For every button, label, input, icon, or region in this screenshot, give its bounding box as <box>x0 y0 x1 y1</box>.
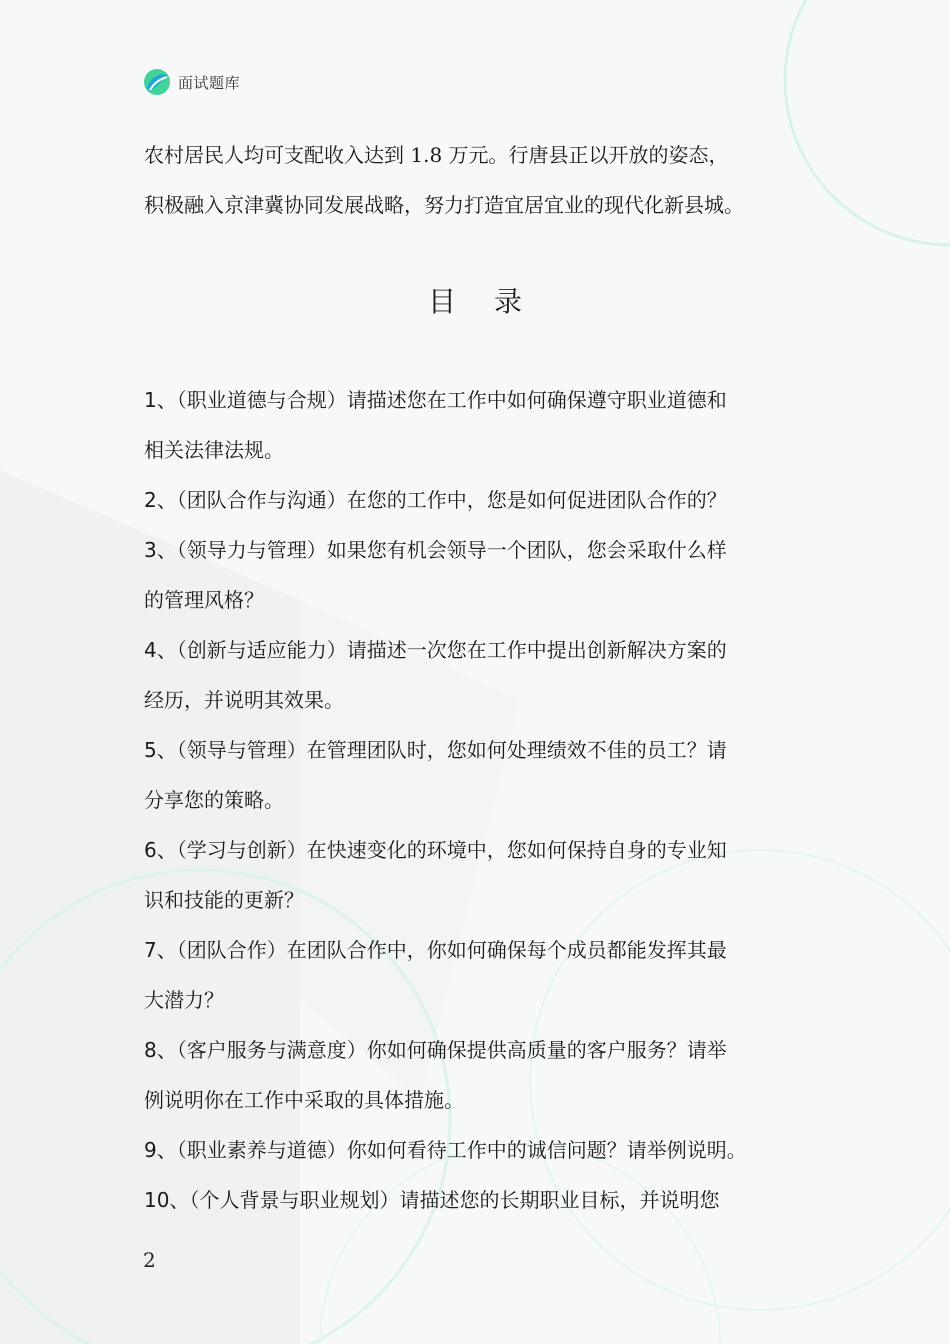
leaf-logo-icon <box>142 67 172 97</box>
page-number: 2 <box>143 1248 156 1272</box>
intro-line: 农村居民人均可支配收入达到 1.8 万元。行唐县正以开放的姿态， <box>144 143 729 167</box>
toc-item-line: 分享您的策略。 <box>144 788 284 812</box>
toc-item-9 <box>144 1125 824 1175</box>
toc-item-line: 6、（学习与创新）在快速变化的环境中，您如何保持自身的专业知 <box>144 838 727 862</box>
toc-item-line: 的管理风格？ <box>144 588 264 612</box>
toc-item-line: 例说明你在工作中采取的具体措施。 <box>144 1088 464 1112</box>
toc-item-1 <box>144 375 824 475</box>
toc-item-line: 10、（个人背景与职业规划）请描述您的长期职业目标，并说明您 <box>144 1188 720 1212</box>
toc-item-line: 2、（团队合作与沟通）在您的工作中，您是如何促进团队合作的？ <box>144 488 727 512</box>
toc-item-line: 7、（团队合作）在团队合作中，你如何确保每个成员都能发挥其最 <box>144 938 727 962</box>
toc-item-line: 识和技能的更新？ <box>144 888 304 912</box>
toc-item-line: 大潜力？ <box>144 988 224 1012</box>
toc-item-10 <box>144 1175 824 1225</box>
toc-item-2 <box>144 475 824 525</box>
toc-item-line: 1、（职业道德与合规）请描述您在工作中如何确保遵守职业道德和 <box>144 388 727 412</box>
intro-paragraph <box>144 130 824 230</box>
toc-item-line: 4、（创新与适应能力）请描述一次您在工作中提出创新解决方案的 <box>144 638 727 662</box>
toc-item-line: 相关法律法规。 <box>144 438 284 462</box>
toc-item-line: 3、（领导力与管理）如果您有机会领导一个团队，您会采取什么样 <box>144 538 727 562</box>
intro-line: 积极融入京津冀协同发展战略，努力打造宜居宜业的现代化新县城。 <box>144 193 744 217</box>
toc-item-5 <box>144 725 824 825</box>
toc-item-8 <box>144 1025 824 1125</box>
toc-item-line: 8、（客户服务与满意度）你如何确保提供高质量的客户服务？请举 <box>144 1038 727 1062</box>
page-header <box>142 66 240 98</box>
toc-item-line: 经历，并说明其效果。 <box>144 688 344 712</box>
toc-item-7 <box>144 925 824 1025</box>
toc-item-6 <box>144 825 824 925</box>
toc-heading: 目录 <box>427 285 560 318</box>
toc-list <box>144 375 824 1225</box>
toc-item-line: 5、（领导与管理）在管理团队时，您如何处理绩效不佳的员工？请 <box>144 738 727 762</box>
toc-item-line: 9、（职业素养与道德）你如何看待工作中的诚信问题？请举例说明。 <box>144 1138 747 1162</box>
toc-item-3 <box>144 525 824 625</box>
header-title: 面试题库 <box>178 73 241 92</box>
toc-item-4 <box>144 625 824 725</box>
